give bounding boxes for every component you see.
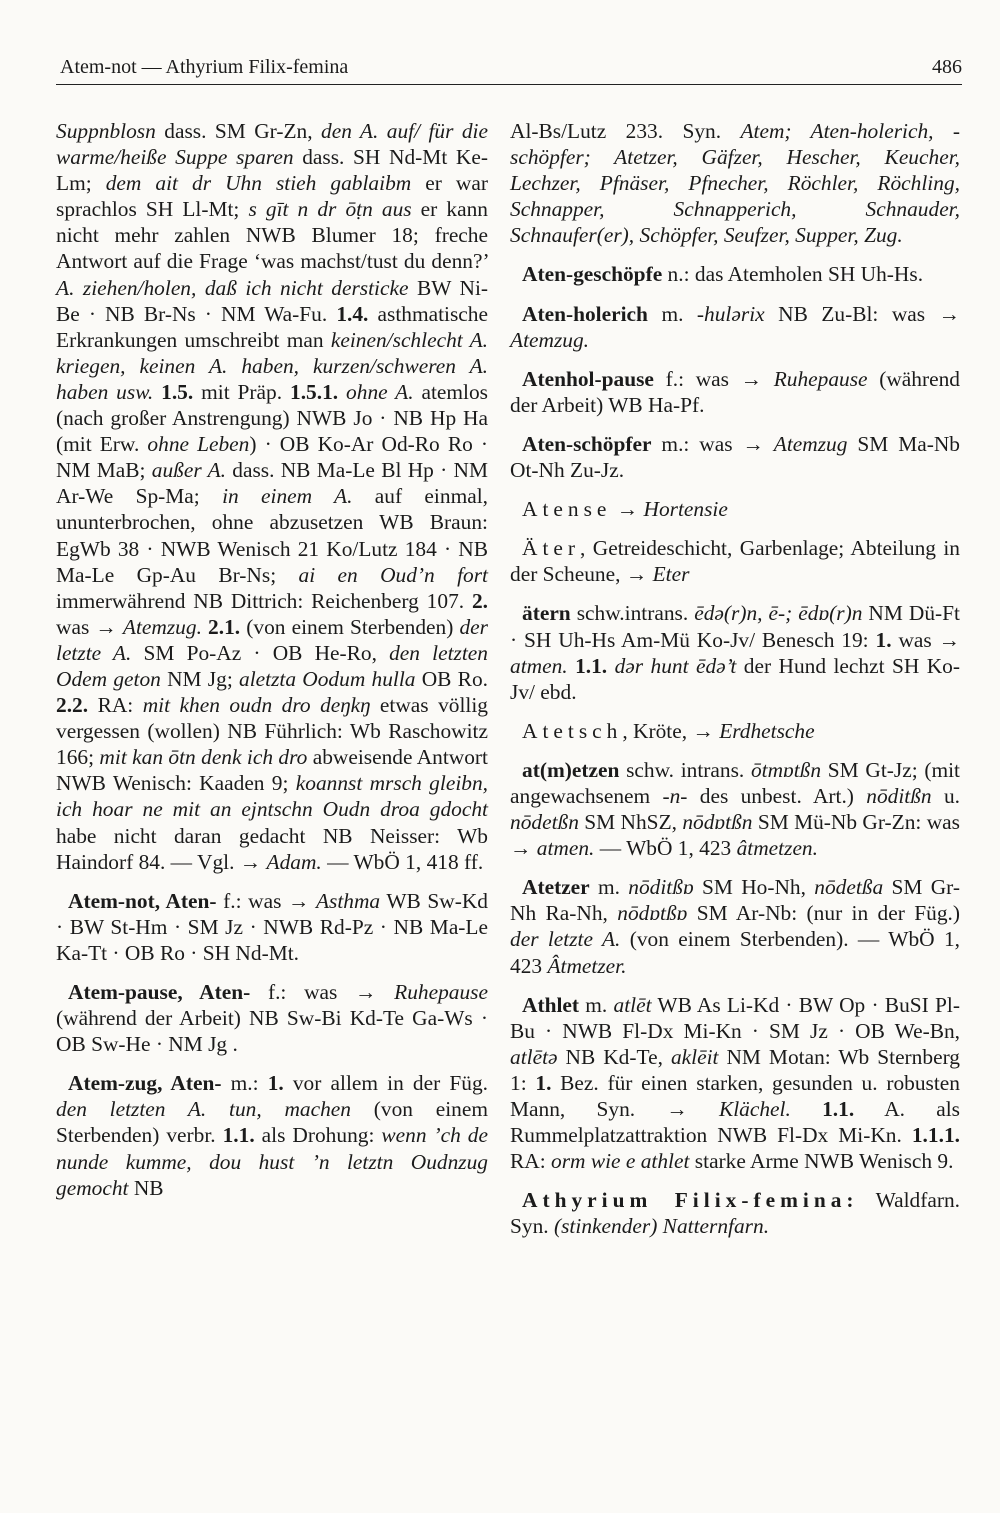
headword: Athyrium Filix-femina: bbox=[522, 1188, 859, 1213]
entry-atense: Atense → Hortensie bbox=[522, 497, 728, 522]
entry-atem-zug: Atem-zug, Aten- m.: 1. vor allem in der Füg. den letzten A. tun, machen (von einem Sterbenden) verbr. 1.1. als Drohung: wenn ’ch de nunde kumme, dou hust ’n letztn Oudnzug gemocht NB bbox=[56, 1071, 489, 1200]
page-number: 486 bbox=[932, 56, 962, 78]
headword: ätern bbox=[522, 601, 571, 626]
entry-atem-not: Atem-not, Aten- f.: was → Asthma WB Sw-Kd · BW St-Hm · SM Jz · NWB Rd-Pz · NB Ma-Le Ka-Tt · OB Ro · SH Nd-Mt. bbox=[56, 888, 488, 965]
entry-atenhol-pause: Atenhol-pause f.: was → Ruhepause (während der Arbeit) WB Ha-Pf. bbox=[510, 366, 960, 417]
running-header bbox=[56, 54, 962, 85]
headword: Atem-not, Aten- bbox=[68, 888, 217, 913]
entry-atem-zug-continuation: Al-Bs/Lutz 233. Syn. Atem; Aten-holerich, -schöpfer; Atetzer, Gäfzer, Hescher, Keucher, Lechzer, Pfnäser, Pfnecher, Röchler, Röchling, Schnapper, Schnapperich, Schnauder, Schnaufer(er), Schöpfer, Seufzer, Supper, Zug. bbox=[510, 119, 960, 248]
entry-atetsch: Atetsch, Kröte, → Erdhetsche bbox=[522, 718, 815, 743]
headword: Atetsch bbox=[522, 718, 623, 743]
headword: at(m)etzen bbox=[522, 757, 620, 782]
entry-aten-holerich: Aten-holerich m. -hulərix NB Zu-Bl: was → Atemzug. bbox=[510, 301, 960, 352]
entry-athlet: Athlet m. atlēt WB As Li-Kd · BW Op · BuSI Pl-Bu · NWB Fl-Dx Mi-Kn · SM Jz · OB We-Bn, atlētə NB Kd-Te, aklēit NM Motan: Wb Sternberg 1: 1. Bez. für einen starken, gesunden u. robusten Mann, Syn. → Klächel. 1.1. A. als Rummelplatzattraktion NWB Fl-Dx Mi-Kn. 1.1.1. RA: orm wie e athlet starke Arme NWB Wenisch 9. bbox=[510, 992, 960, 1174]
right-column bbox=[510, 118, 960, 1252]
headword: Atense bbox=[522, 497, 612, 522]
headword: Aten-geschöpfe bbox=[522, 262, 663, 287]
header-title: Atem-not — Athyrium Filix-femina bbox=[60, 56, 349, 78]
entry-atetzer: Atetzer m. nōditßɒ SM Ho-Nh, nōdetßa SM Gr-Nh Ra-Nh, nōdɒtßɒ SM Ar-Nb: (nur in der Füg.) der letzte A. (von einem Sterbenden). — WbÖ 1, 423 Âtmetzer. bbox=[510, 875, 960, 978]
entry-aeter: Äter, Getreideschicht, Garbenlage; Abteilung in der Scheune, → Eter bbox=[510, 536, 960, 587]
headword: Aten-holerich bbox=[522, 301, 648, 326]
headword: Atem-zug, Aten- bbox=[68, 1071, 222, 1096]
entry-atmetzen: at(m)etzen schw. intrans. ōtmɒtßn SM Gt-Jz; (mit angewachsenem -n- des unbest. Art.) nōditßn u. nōdetßn SM NhSZ, nōdɒtßn SM Mü-Nb Gr-Zn: was → atmen. — WbÖ 1, 423 âtmetzen. bbox=[510, 757, 960, 861]
entry-atem-continuation: Suppnblosn dass. SM Gr-Zn, den A. auf/ für die warme/heiße Suppe sparen dass. SH Nd-Mt Ke-Lm; dem ait dr Uhn stieh gablaibm er war sprachlos SH Ll-Mt; s gīt n dr ōṭn aus er kann nicht mehr zahlen NWB Blumer 18; freche Antwort auf die Frage ‘was machst/tust du denn?’ A. ziehen/holen, daß ich nicht dersticke BW Ni-Be · NB Br-Ns · NM Wa-Fu. 1.4. asthmatische Erkrankungen umschreibt man keinen/schlecht A. kriegen, keinen A. haben, kurzen/schweren A. haben usw. 1.5. mit Präp. 1.5.1. ohne A. atemlos (nach großer Anstrengung) NWB Jo · NB Hp Ha (mit Erw. ohne Leben) · OB Ko-Ar Od-Ro Ro · NM MaB; außer A. dass. NB Ma-Le Bl Hp · NM Ar-We Sp-Ma; in einem A. auf einmal, ununterbrochen, ohne abzusetzen WB Braun: EgWb 38 · NWB Wenisch 21 Ko/Lutz 184 · NB Ma-Le Gp-Au Br-Ns; ai en Oud’n fort immerwährend NB Dittrich: Reichenberg 107. 2. was → Atemzug. 2.1. (von einem Sterbenden) der letzte A. SM Po-Az · OB He-Ro, den letzten Odem geton NM Jg; aletzta Oodum hulla OB Ro. 2.2. RA: mit khen oudn dro deŋkŋ etwas völlig vergessen (wollen) NB Führlich: Wb Raschowitz 166; mit kan ōtn denk ich dro abweisende Antwort NWB Wenisch: Kaaden 9; koannst mrsch gleibn, ich hoar ne mit an ejntschn Oudn droa gdocht habe nicht daran gedacht NB Neisser: Wb Haindorf 84. — Vgl. → Adam. — WbÖ 1, 418 ff. bbox=[56, 119, 489, 874]
entry-aten-schoepfer: Aten-schöpfer m.: was → Atemzug SM Ma-Nb Ot-Nh Zu-Jz. bbox=[510, 431, 960, 483]
headword: Atem-pause, Aten- bbox=[68, 980, 251, 1004]
headword: Äter bbox=[522, 536, 581, 561]
headword: Atenhol-pause bbox=[522, 366, 654, 391]
entry-atem-pause: Atem-pause, Aten- f.: was → Ruhepause (während der Arbeit) NB Sw-Bi Kd-Te Ga-Ws · OB Sw-He · NM Jg . bbox=[56, 980, 488, 1057]
entry-athyrium: Athyrium Filix-femina: Waldfarn. Syn. (stinkender) Natternfarn. bbox=[510, 1188, 960, 1239]
entry-aten-geschoepfe: Aten-geschöpfe n.: das Atemholen SH Uh-Hs. bbox=[522, 262, 924, 287]
headword: Athlet bbox=[522, 992, 580, 1017]
entry-aetern: ätern schw.intrans. ēdə(r)n, ē-; ēdɒ(r)n NM Dü-Ft · SH Uh-Hs Am-Mü Ko-Jv/ Benesch 19: 1. was → atmen. 1.1. dər hunt ēdə’t der Hund lechzt SH Ko-Jv/ ebd. bbox=[510, 601, 960, 704]
headword: Atetzer bbox=[522, 875, 590, 900]
left-column bbox=[56, 118, 488, 1214]
headword: Aten-schöpfer bbox=[522, 431, 652, 456]
